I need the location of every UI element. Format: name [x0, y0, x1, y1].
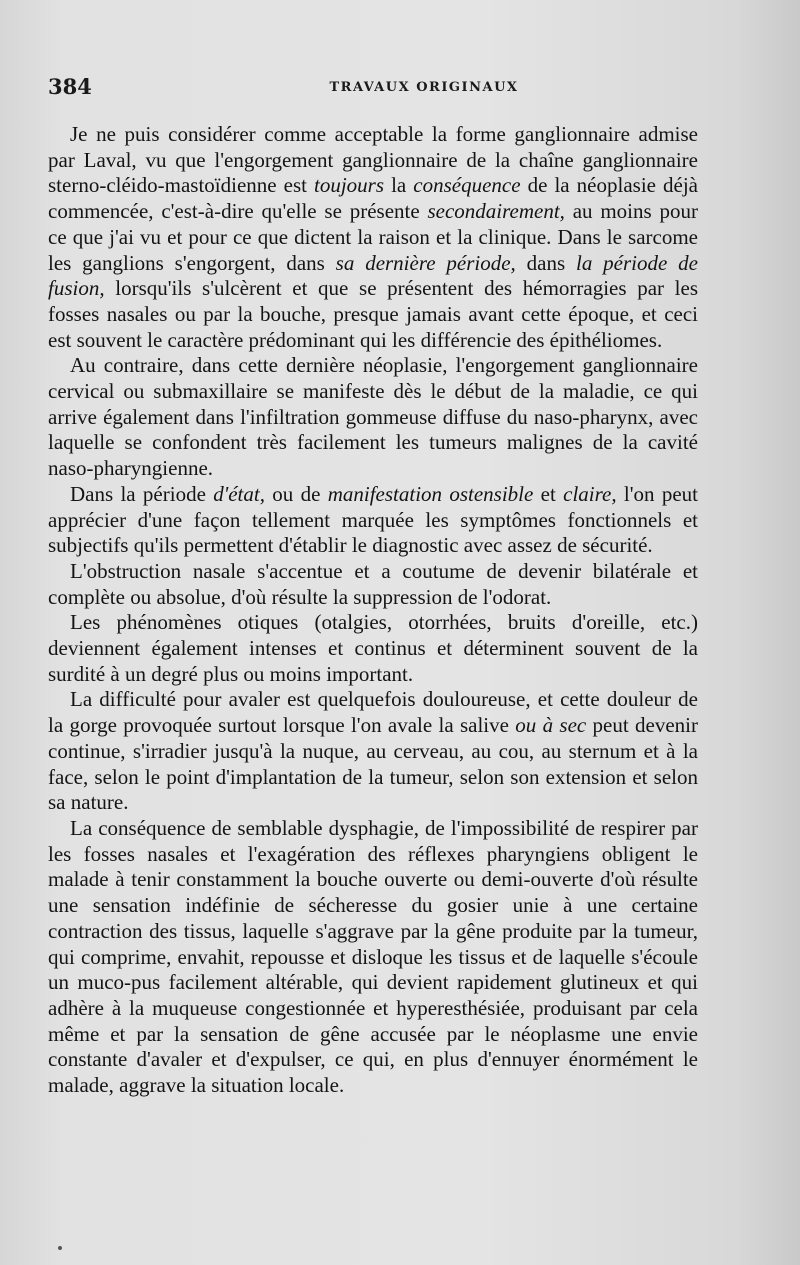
- paragraph: [48, 559, 698, 610]
- italic-text: toujours: [314, 173, 385, 198]
- text-run: ou de: [264, 481, 328, 506]
- body-text: [48, 122, 698, 1099]
- text-run: Je ne puis considérer comme acceptable la forme ganglionnaire admise par Laval, vu que l'engorgement ganglionnaire de la chaîne ganglionnaire sterno-cléido-mastoïdienne est: [48, 122, 698, 198]
- text-run: La conséquence de semblable dysphagie, de l'impossibilité de respirer par les fosses nasales et l'exagération des réflexes pharyngiens obligent le malade à tenir constamment la bouche ouverte ou demi-ouverte d'où résulte une sensation indéfinie de sécheresse du gosier unie à une certaine contraction des tissus, laquelle s'aggrave par la gêne produite par la tumeur, qui comprime, envahit, repousse et disloque les tissus et de laquelle s'écoule un muco-pus facilement altérable, qui devient rapidement glutineux et qui adhère à la muqueuse congestionnée et hyperesthésiée, produisant par cela même et par la sensation de gêne accusée par le néoplasme une envie constante d'avaler et d'expulser, ce qui, en plus d'ennuyer énormément le malade, aggrave la situation locale.: [48, 815, 698, 1098]
- paragraph: [48, 482, 698, 559]
- italic-text: conséquence: [413, 173, 521, 198]
- paragraph: [48, 122, 698, 353]
- paragraph: [48, 687, 698, 816]
- italic-text: claire,: [563, 481, 617, 506]
- text-run: La difficulté pour avaler est quelquefois douloureuse, et cette douleur de la gorge provoquée surtout lorsque l'on avale la salive: [48, 687, 698, 738]
- paragraph: [48, 610, 698, 687]
- text-run: et: [533, 481, 564, 506]
- italic-text: secondairement,: [427, 199, 565, 224]
- page-header: [48, 74, 760, 104]
- text-run: la: [384, 173, 414, 198]
- text-run: dans: [515, 250, 576, 275]
- paragraph: [48, 353, 698, 482]
- italic-text: sa dernière période,: [335, 250, 516, 275]
- paragraph: [48, 816, 698, 1099]
- text-run: l'on peut apprécier d'une façon tellement marquée les symptômes fonctionnels et subjectifs qu'ils permettent d'établir le diagnostic avec assez de sécurité.: [48, 481, 698, 558]
- running-title: TRAVAUX ORIGINAUX: [329, 80, 519, 95]
- italic-text: ou à sec: [515, 713, 587, 738]
- text-run: de la néoplasie déjà commencée, c'est-à-dire qu'elle se présente: [48, 173, 698, 224]
- italic-text: manifestation ostensible: [327, 481, 534, 506]
- text-run: au moins pour ce que j'ai vu et pour ce que dictent la raison et la clinique. Dans le sarcome les ganglions s'engorgent, dans: [48, 199, 698, 275]
- text-run: Les phénomènes otiques (otalgies, otorrhées, bruits d'oreille, etc.) deviennent également intenses et continus et déterminent souvent de la surdité à un degré plus ou moins important.: [48, 610, 698, 686]
- text-run: lorsqu'ils s'ulcèrent et que se présentent des hémorragies par les fosses nasales ou par la bouche, presque jamais avant cette époque, et ceci est souvent le caractère prédominant qui les différencie des épithéliomes.: [48, 276, 698, 352]
- text-run: peut devenir continue, s'irradier jusqu'à la nuque, au cerveau, au cou, au sternum et à la face, selon le point d'implantation de la tumeur, selon son extension et selon sa nature.: [48, 713, 698, 815]
- text-run: Au contraire, dans cette dernière néoplasie, l'engorgement ganglionnaire cervical ou submaxillaire se manifeste dès le début de la maladie, ce qui arrive également dans l'infiltration gommeuse diffuse du naso-pharynx, avec laquelle se confondent très facilement les tumeurs malignes de la cavité naso-pharyngienne.: [48, 353, 698, 481]
- italic-text: la période de fusion,: [48, 250, 698, 301]
- page-number: 384: [48, 74, 92, 99]
- ink-speck: [58, 1246, 62, 1250]
- text-run: Dans la période: [70, 481, 214, 506]
- italic-text: d'état,: [213, 481, 265, 506]
- text-run: L'obstruction nasale s'accentue et a coutume de devenir bilatérale et complète ou absolue, d'où résulte la suppression de l'odorat.: [48, 558, 698, 609]
